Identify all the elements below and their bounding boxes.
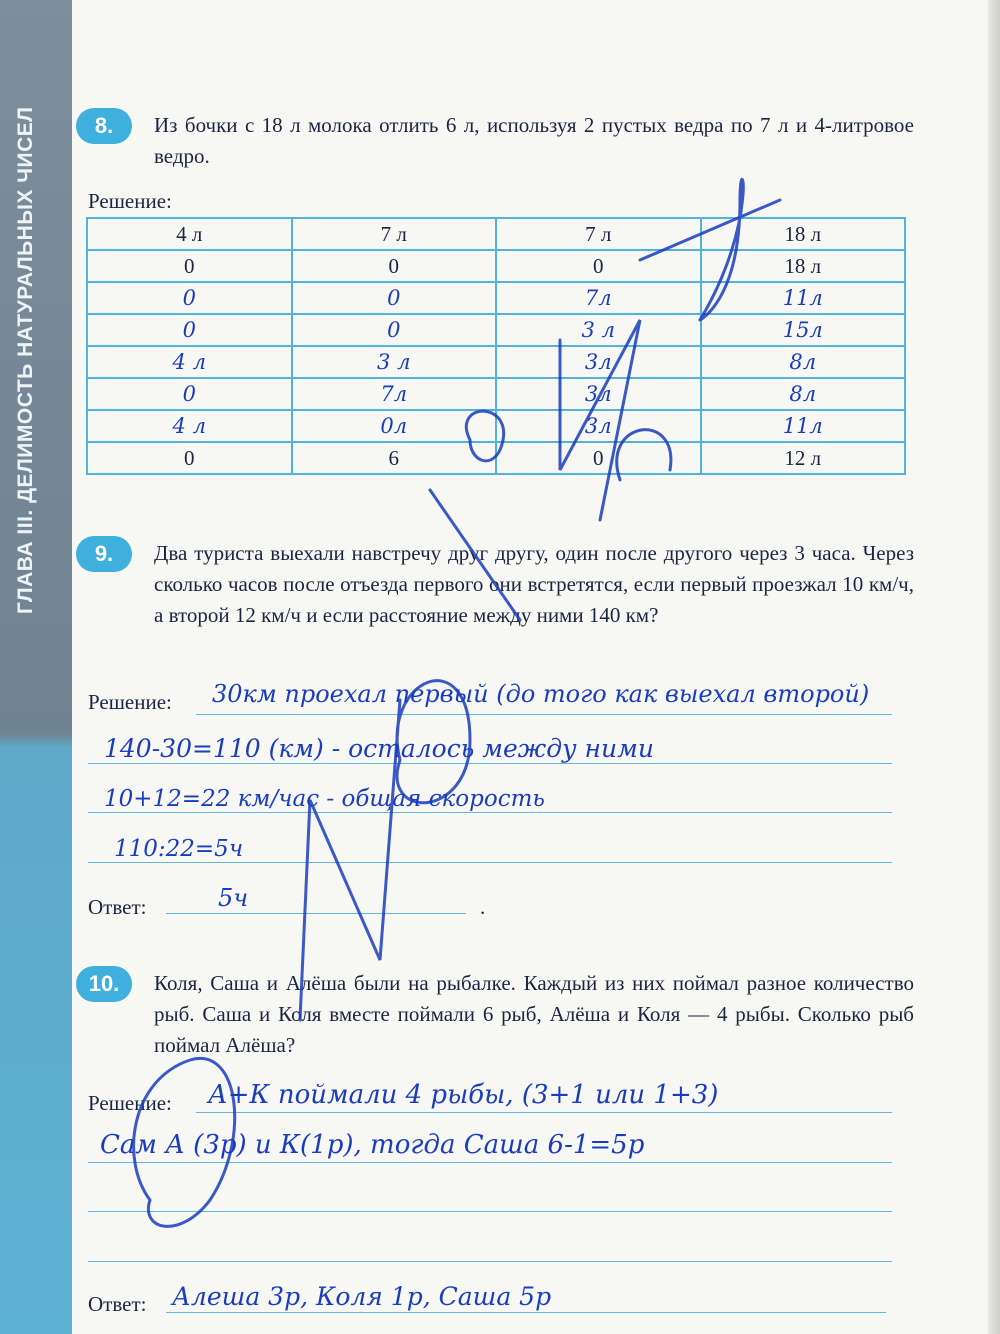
task-9-solution-label: Решение: bbox=[88, 690, 172, 714]
table-cell-handwritten: 0 bbox=[87, 282, 292, 314]
writing-line bbox=[88, 763, 892, 764]
writing-line bbox=[196, 1112, 892, 1113]
task-10-text: Коля, Саша и Алёша были на рыбалке. Каждый из них поймал разное количество рыб. Саша и Коля вместе поймали 6 рыб, Алёша и Коля — 4 рыбы. Сколько рыб поймал Алёша? bbox=[154, 971, 914, 1057]
task-10-number: 10. bbox=[76, 966, 132, 1002]
table-row bbox=[87, 378, 905, 410]
task-9-handwritten-line: 10+12=22 км/час - общая скорость bbox=[104, 786, 545, 812]
chapter-title: ГЛАВА III. ДЕЛИМОСТЬ НАТУРАЛЬНЫХ ЧИСЕЛ bbox=[14, 106, 37, 614]
bucket-table bbox=[86, 217, 906, 475]
table-cell-handwritten: 8л bbox=[701, 378, 906, 410]
table-cell: 0 bbox=[496, 250, 701, 282]
task-9-text: Два туриста выехали навстречу друг другу, один после другого через 3 часа. Через сколько часов после отъезда первого они встретятся, если первый проезжал 10 км/ч, а второй 12 км/ч и если расстояние между ними 140 км? bbox=[154, 541, 914, 627]
table-cell-handwritten: 3 л bbox=[292, 346, 497, 378]
table-cell-handwritten: 0 bbox=[292, 314, 497, 346]
table-cell-handwritten: 4 л bbox=[87, 346, 292, 378]
chapter-sidebar bbox=[0, 0, 72, 1334]
task-10-answer-label: Ответ: bbox=[88, 1292, 147, 1316]
table-cell-handwritten: 8л bbox=[701, 346, 906, 378]
table-cell: 18 л bbox=[701, 250, 906, 282]
page-edge-shadow bbox=[988, 0, 1000, 1334]
writing-line bbox=[88, 1162, 892, 1163]
table-cell: 12 л bbox=[701, 442, 906, 474]
task-9-answer: 5ч bbox=[218, 884, 249, 912]
table-header-row bbox=[87, 218, 905, 250]
table-cell-handwritten: 4 л bbox=[87, 410, 292, 442]
writing-line bbox=[88, 862, 892, 863]
task-10-handwritten-line: А+К поймали 4 рыбы, (3+1 или 1+3) bbox=[208, 1080, 719, 1110]
task-9-number: 9. bbox=[76, 536, 132, 572]
writing-line bbox=[88, 1261, 892, 1262]
table-header-cell: 18 л bbox=[701, 218, 906, 250]
answer-line bbox=[166, 1312, 886, 1313]
table-cell: 0 bbox=[87, 250, 292, 282]
table-cell-handwritten: 0 bbox=[292, 282, 497, 314]
table-row bbox=[87, 314, 905, 346]
task-9-answer-period: . bbox=[480, 895, 486, 919]
table-cell-handwritten: 11л bbox=[701, 410, 906, 442]
task-8-solution-label: Решение: bbox=[88, 189, 172, 213]
table-cell-handwritten: 3л bbox=[496, 410, 701, 442]
task-10-solution-label: Решение: bbox=[88, 1091, 172, 1115]
answer-line bbox=[166, 913, 466, 914]
table-header-cell: 7 л bbox=[292, 218, 497, 250]
task-8-number: 8. bbox=[76, 108, 132, 144]
writing-line bbox=[196, 714, 892, 715]
table-cell: 6 bbox=[292, 442, 497, 474]
table-cell-handwritten: 0л bbox=[292, 410, 497, 442]
table-row bbox=[87, 282, 905, 314]
table-cell-handwritten: 3 л bbox=[496, 314, 701, 346]
writing-line bbox=[88, 812, 892, 813]
table-cell: 0 bbox=[87, 442, 292, 474]
task-10-handwritten-line: Сам А (3р) и К(1р), тогда Саша 6-1=5р bbox=[100, 1130, 645, 1160]
table-cell-handwritten: 11л bbox=[701, 282, 906, 314]
table-cell: 0 bbox=[496, 442, 701, 474]
table-cell-handwritten: 0 bbox=[87, 314, 292, 346]
task-9-handwritten-line: 30км проехал первый (до того как выехал второй) bbox=[212, 680, 870, 708]
table-cell-handwritten: 7л bbox=[496, 282, 701, 314]
table-cell-handwritten: 15л bbox=[701, 314, 906, 346]
table-cell-handwritten: 0 bbox=[87, 378, 292, 410]
table-row bbox=[87, 346, 905, 378]
table-row bbox=[87, 410, 905, 442]
table-cell-handwritten: 3л bbox=[496, 346, 701, 378]
task-9-answer-label: Ответ: bbox=[88, 895, 147, 919]
table-cell-handwritten: 7л bbox=[292, 378, 497, 410]
table-row bbox=[87, 442, 905, 474]
task-8-text: Из бочки с 18 л молока отлить 6 л, используя 2 пустых ведра по 7 л и 4-литровое ведро. bbox=[154, 113, 914, 168]
writing-line bbox=[88, 1211, 892, 1212]
table-cell: 0 bbox=[292, 250, 497, 282]
task-9-handwritten-line: 110:22=5ч bbox=[114, 836, 244, 862]
table-header-cell: 4 л bbox=[87, 218, 292, 250]
task-10-answer: Алеша 3р, Коля 1р, Саша 5р bbox=[172, 1282, 552, 1311]
table-header-cell: 7 л bbox=[496, 218, 701, 250]
table-cell-handwritten: 3л bbox=[496, 378, 701, 410]
table-row bbox=[87, 250, 905, 282]
task-9-handwritten-line: 140-30=110 (км) - осталось между ними bbox=[104, 734, 654, 763]
